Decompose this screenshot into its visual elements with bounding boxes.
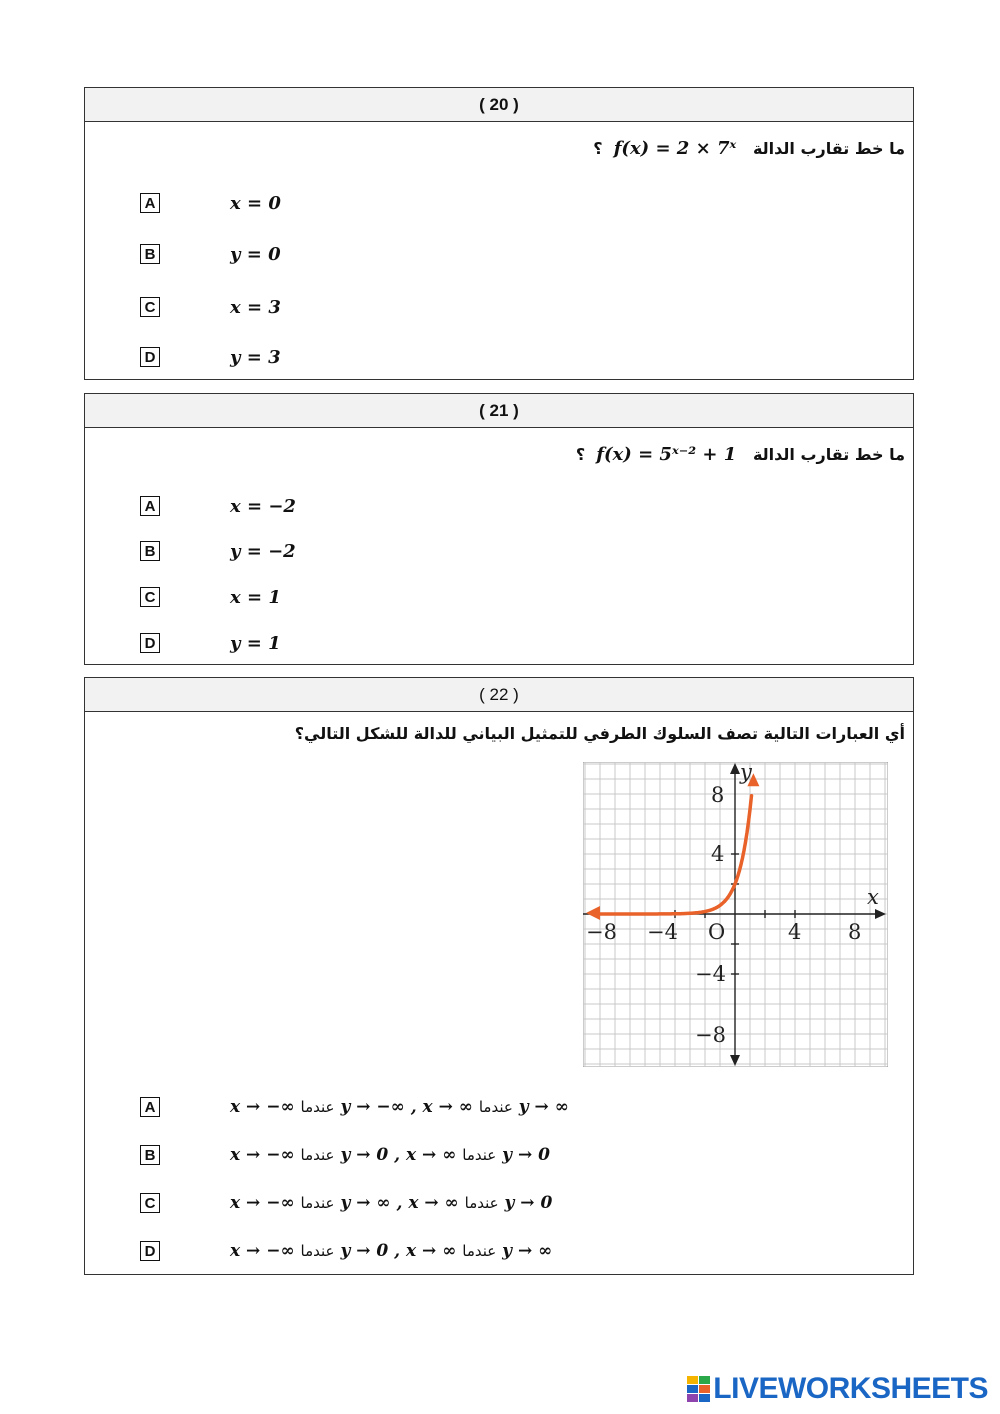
option-letter: C (140, 297, 160, 317)
option-a[interactable] (140, 191, 281, 215)
option-text: y = 0 (230, 243, 281, 265)
y-tick-label: 4 (711, 842, 725, 866)
function-formula: f(x) = 5ˣ⁻² + 1 (596, 444, 737, 465)
option-a[interactable] (140, 1095, 569, 1119)
liveworksheets-logo (687, 1372, 988, 1406)
option-letter: C (140, 1193, 160, 1213)
option-letter: A (140, 1097, 160, 1117)
x-tick-label: −4 (647, 920, 678, 944)
option-c[interactable] (140, 585, 281, 609)
option-b[interactable] (140, 242, 281, 266)
option-letter: D (140, 633, 160, 653)
option-text: x = 1 (230, 586, 281, 608)
x-axis-label: x (867, 885, 879, 909)
question-number: ( 22 ) (85, 678, 913, 712)
option-letter: D (140, 1241, 160, 1261)
option-b[interactable] (140, 539, 296, 563)
question-mark: ؟ (593, 139, 603, 158)
option-letter: C (140, 587, 160, 607)
x-tick-label: 8 (848, 920, 862, 944)
option-letter: B (140, 541, 160, 561)
option-b[interactable] (140, 1143, 550, 1167)
option-text: y = 3 (230, 346, 281, 368)
option-letter: D (140, 347, 160, 367)
origin-label: O (708, 920, 726, 944)
question-prompt (593, 138, 905, 159)
option-letter: A (140, 496, 160, 516)
question-number: ( 20 ) (85, 88, 913, 122)
option-text: x → −∞ عندما y → 0 , x → ∞ عندما y → 0 (230, 1145, 550, 1165)
brand-name: LIVEWORKSHEETS (713, 1372, 988, 1405)
option-letter: A (140, 193, 160, 213)
exponential-graph (583, 762, 888, 1067)
option-d[interactable] (140, 1239, 553, 1263)
question-20 (84, 87, 914, 380)
option-text: x = 0 (230, 192, 281, 214)
y-tick-label: 8 (711, 783, 725, 807)
option-letter: B (140, 1145, 160, 1165)
prompt-text: ما خط تقارب الدالة (752, 445, 905, 464)
option-text: x = −2 (230, 495, 296, 517)
option-text: y = 1 (230, 632, 281, 654)
option-text: y = −2 (230, 540, 296, 562)
x-tick-label: 4 (788, 920, 802, 944)
option-c[interactable] (140, 1191, 553, 1215)
option-text: x → −∞ عندما y → 0 , x → ∞ عندما y → ∞ (230, 1241, 553, 1261)
question-prompt (576, 444, 905, 465)
option-text: x → −∞ عندما y → ∞ , x → ∞ عندما y → 0 (230, 1193, 553, 1213)
function-formula: f(x) = 2 × 7ˣ (613, 138, 737, 159)
prompt-text: ما خط تقارب الدالة (752, 139, 905, 158)
question-prompt: أي العبارات التالية تصف السلوك الطرفي للتمثيل البياني للدالة للشكل التالي؟ (294, 724, 905, 743)
question-22 (84, 677, 914, 1275)
question-21 (84, 393, 914, 665)
y-tick-label: −4 (695, 962, 726, 986)
option-d[interactable] (140, 345, 281, 369)
question-mark: ؟ (575, 445, 586, 464)
option-c[interactable] (140, 295, 281, 319)
x-tick-label: −8 (586, 920, 617, 944)
question-number: ( 21 ) (85, 394, 913, 428)
logo-blocks-icon (687, 1376, 711, 1402)
option-text: x → −∞ عندما y → −∞ , x → ∞ عندما y → ∞ (230, 1097, 569, 1117)
option-d[interactable] (140, 631, 281, 655)
y-axis-label: y (740, 762, 752, 784)
option-text: x = 3 (230, 296, 281, 318)
y-tick-label: −8 (695, 1023, 726, 1047)
option-letter: B (140, 244, 160, 264)
option-a[interactable] (140, 494, 296, 518)
